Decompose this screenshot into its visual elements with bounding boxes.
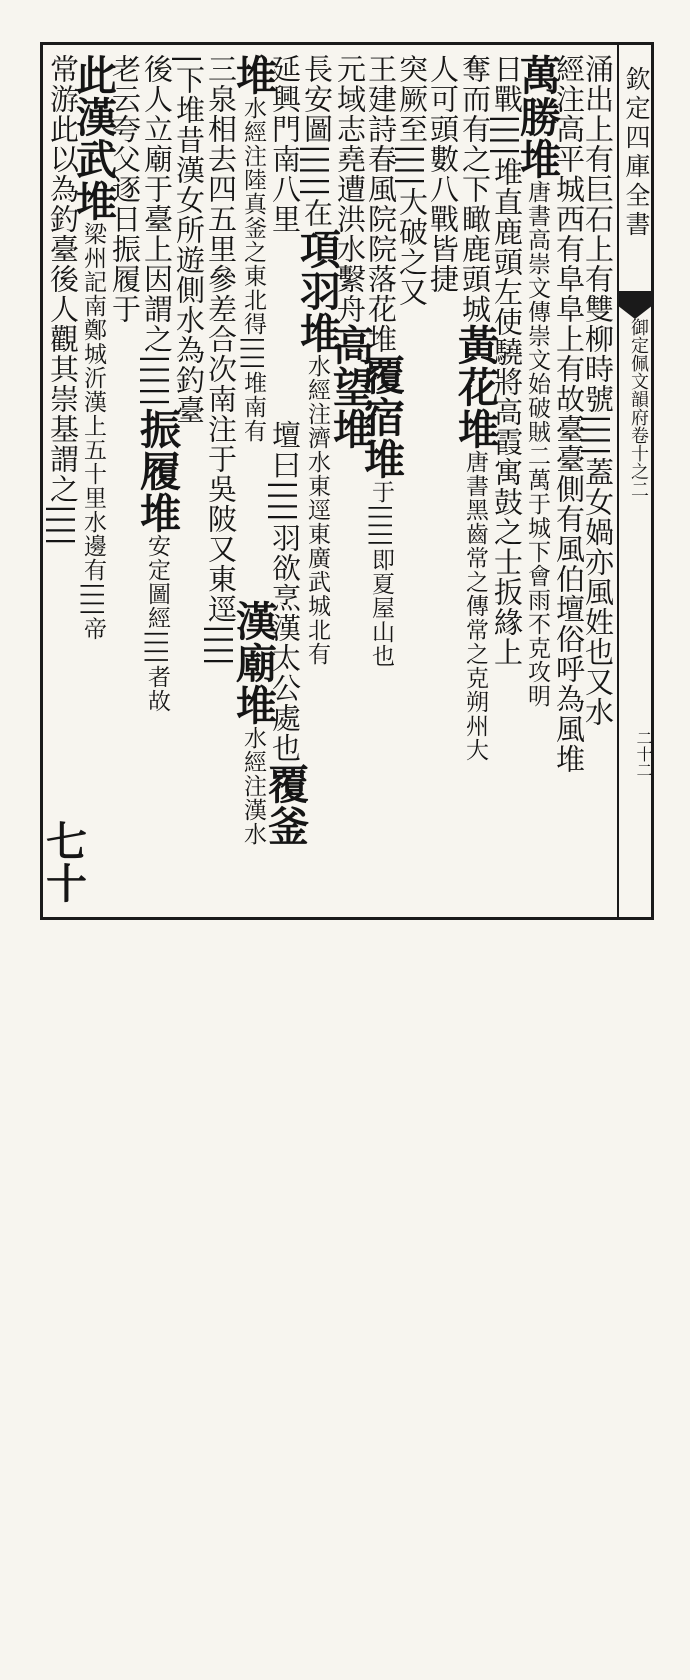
page-number: 二十二 [634,730,653,778]
column-text: 又東逕|||| [204,534,238,668]
fishtail-mark [617,291,654,305]
column-text: |下堆昔漢女所遊側水為釣臺 [172,54,206,425]
text-column-8 [357,54,405,914]
column-text: 老云夸父逐日振履于 [108,54,142,324]
column-text: 後人立廟于臺上因謂之||||| [140,54,174,408]
column-text: 元域志堯遭洪水繫舟 [333,54,367,324]
column-text: 唐書黑齒常之傳常之克朔州大 [462,450,488,762]
text-column-17 [69,54,117,914]
text-column-15 [133,54,181,914]
text-column-18b [39,820,87,1680]
text-column-18 [46,54,80,914]
entry-heading: 高望堆 [326,324,374,450]
text-column-3 [513,54,561,914]
text-column-4 [490,54,524,914]
column-text: 奪而有之下瞰鹿頭城 [458,54,492,324]
column-text: 涌出上有巨石上有雙柳時號||||蓋女媧亦風姓也又水 [581,54,615,728]
fascicle-label: 御定佩文韻府卷十之二 [628,318,649,498]
entry-heading: 七十 [39,820,87,904]
column-text: 常游此以為釣臺後人觀其崇基謂之|||| [46,54,80,548]
column-text: 唐書高崇文傳崇文始破賊二萬于城下會雨不克攻明 [524,180,550,708]
column-text: 壇曰||||羽欲烹漢太公處也 [268,420,302,764]
entry-heading: 項羽堆 [293,227,341,354]
text-column-5 [451,54,499,914]
text-column-2 [552,54,586,914]
entry-heading: 堆 [229,54,277,96]
entry-heading: 漢武堆 [69,96,117,222]
entry-heading: 覆宿堆 [357,354,405,480]
column-text: 王建詩春風院院落花堆 [364,54,398,354]
text-column-1 [581,54,615,914]
text-column-7 [395,54,429,914]
text-column-6 [426,54,460,914]
column-text: 水經注濟水東逕東廣武城北有 [304,353,330,666]
column-text: 經注高平城西有阜阜上有故臺臺側有風伯壇俗呼為風堆 [552,54,586,774]
column-text: 突厥至||||大破之又 [395,54,429,308]
column-text: 水經注漢水 [240,726,266,846]
column-text: 安定圖經||||者故 [144,533,170,713]
column-text: 延興門南八里 [268,54,302,234]
text-column-12b [229,600,277,1460]
text-column-11b [261,420,309,1280]
column-text: 水經注陸真釜之東北得||||堆南有 [240,96,266,443]
entry-heading: 萬勝堆 [513,54,561,180]
text-column-13 [204,54,238,914]
fishtail-notch [617,305,653,319]
column-text: 三泉相去四五里參差合次南注于吳陂 [204,54,238,534]
entry-heading: 此 [69,54,117,96]
entry-heading: 黃花堆 [451,324,499,450]
column-text: 于|||||即夏屋山也 [368,480,394,668]
column-text: 日戰||||堆直鹿頭左使驍將高霞寓鼓之士扳緣上 [490,54,524,668]
column-text: 人可頭數八戰皆捷 [426,54,460,294]
entry-heading: 覆釜 [261,763,309,848]
book-title: 欽定四庫全書 [622,66,651,240]
column-text: 梁州記南鄭城沂漢上五十里水邊有||||帝 [80,222,106,641]
entry-heading: 振履堆 [133,407,181,534]
entry-heading: 漢廟堆 [229,600,277,726]
text-column-9 [326,54,374,914]
column-text: 長安圖|||||在 [300,54,334,228]
